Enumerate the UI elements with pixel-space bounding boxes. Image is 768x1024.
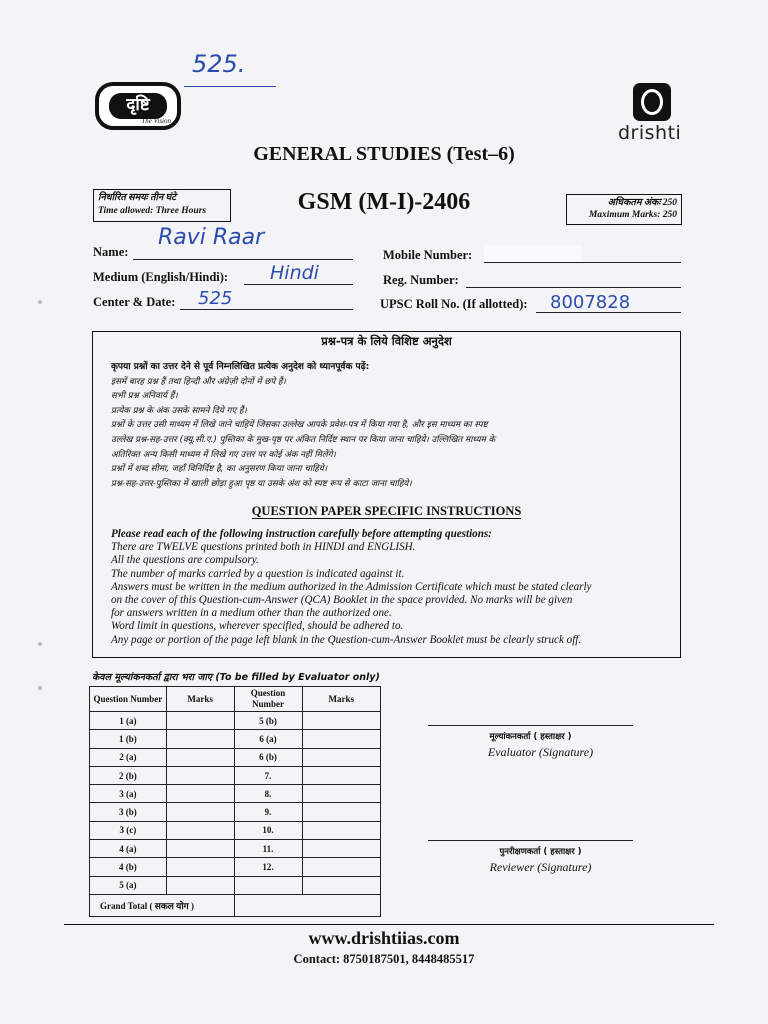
mobile-label: Mobile Number: [383, 248, 473, 262]
punch-hole [38, 300, 42, 304]
website-link[interactable]: www.drishtiias.com [308, 928, 460, 948]
evaluator-only-note: केवल मूल्यांकनकर्ता द्वारा भरा जाए (To be filled by Evaluator only) [92, 672, 380, 683]
marks-input-cell[interactable] [302, 858, 380, 876]
question-number-cell: 3 (a) [90, 785, 167, 803]
instructions-english [111, 528, 677, 647]
instruction-en-line: for answers written in a medium other than the authorized one. [111, 607, 392, 620]
header-marks: Marks [302, 687, 380, 712]
table-row [90, 785, 381, 803]
drishti-hindi-logo [95, 82, 181, 130]
instructions-hindi [111, 360, 671, 491]
instruction-en-line: on the cover of this Question-cum-Answer (QCA) Booklet in the space provided. No marks will be given [111, 594, 573, 607]
marks-input-cell[interactable] [302, 730, 380, 748]
roll-number-value: 8007828 [550, 292, 631, 313]
question-number-cell: 1 (b) [90, 730, 167, 748]
redacted-mobile-area [484, 245, 582, 262]
question-number-cell: 2 (b) [90, 766, 167, 784]
punch-hole [38, 642, 42, 646]
question-number-cell: 10. [234, 821, 302, 839]
handwritten-underline [184, 86, 276, 87]
question-number-cell [234, 876, 302, 894]
mobile-field-line[interactable] [484, 262, 681, 263]
question-number-cell: 12. [234, 858, 302, 876]
grand-total-row [90, 894, 381, 916]
logo-left-tagline: The Vision [141, 117, 171, 125]
punch-hole [38, 686, 42, 690]
marks-table [89, 686, 381, 917]
instruction-hi-line: इसमें बारह प्रश्न हैं तथा हिन्दी और अंग्रेज़ी दोनों में छपे हैं। [111, 376, 286, 387]
table-row [90, 766, 381, 784]
drishti-logo-text: drishti [618, 122, 682, 144]
reviewer-signature-line[interactable] [428, 840, 633, 841]
marks-input-cell[interactable] [166, 803, 234, 821]
instructions-box [92, 331, 681, 658]
marks-input-cell[interactable] [302, 840, 380, 858]
instruction-hi-line: उल्लेख प्रश्न-सह-उत्तर (क्यू.सी.ए.) पुस्तिका के मुख-पृष्ठ पर अंकित निर्दिष्ट स्थान पर किया जाना चाहिये। उल्लिखित माध्यम के [111, 434, 496, 445]
question-number-cell: 8. [234, 785, 302, 803]
marks-input-cell[interactable] [166, 766, 234, 784]
grand-total-label: Grand Total ( सकल योग ) [90, 894, 235, 916]
table-row [90, 803, 381, 821]
medium-field-line[interactable] [244, 284, 353, 285]
instruction-hi-line: प्रश्नों में शब्द सीमा, जहाँ विनिर्दिष्ट है, का अनुसरण किया जाना चाहिये। [111, 464, 328, 475]
marks-input-cell[interactable] [166, 876, 234, 894]
marks-input-cell[interactable] [166, 821, 234, 839]
drishti-d-logo-icon [633, 83, 671, 121]
handwritten-sheet-number: 525. [192, 50, 246, 78]
name-field-line[interactable] [133, 259, 353, 260]
instruction-en-line: All the questions are compulsory. [111, 554, 259, 567]
marks-input-cell[interactable] [166, 785, 234, 803]
question-number-cell: 9. [234, 803, 302, 821]
max-marks-box [566, 194, 682, 225]
question-number-cell: 7. [234, 766, 302, 784]
marks-input-cell[interactable] [166, 858, 234, 876]
instruction-en-line: Word limit in questions, wherever specified, should be adhered to. [111, 620, 404, 633]
instructions-english-heading: QUESTION PAPER SPECIFIC INSTRUCTIONS [251, 504, 522, 518]
question-number-cell: 2 (a) [90, 748, 167, 766]
max-marks-english: Maximum Marks: 250 [588, 210, 677, 220]
table-row [90, 730, 381, 748]
marks-input-cell[interactable] [302, 821, 380, 839]
logo-left-text: दृष्टि [109, 93, 167, 119]
question-number-cell: 4 (b) [90, 858, 167, 876]
instruction-en-line: The number of marks carried by a question is indicated against it. [111, 567, 405, 580]
paper-code: GSM (M-I)-2406 [297, 189, 471, 215]
question-number-cell: 6 (b) [234, 748, 302, 766]
question-number-cell: 1 (a) [90, 712, 167, 730]
medium-value: Hindi [270, 262, 319, 284]
marks-input-cell[interactable] [166, 730, 234, 748]
instruction-hi-line: प्रत्येक प्रश्न के अंक उसके सामने दिये गए हैं। [111, 405, 247, 416]
table-row [90, 840, 381, 858]
instruction-en-line: Answers must be written in the medium authorized in the Admission Certificate which must be stated clearly [111, 580, 592, 593]
center-date-value: 525 [198, 288, 233, 309]
marks-input-cell[interactable] [166, 748, 234, 766]
paper-title: GENERAL STUDIES (Test–6) [253, 143, 515, 165]
name-value: Ravi Raar [158, 225, 265, 250]
table-row [90, 748, 381, 766]
time-allowed-box [93, 189, 231, 222]
marks-input-cell[interactable] [302, 712, 380, 730]
instruction-hi-line: प्रश्न-सह-उत्तर-पुस्तिका में खाली छोड़ा हुआ पृष्ठ या उसके अंश को स्पष्ट रूप से काटा जाना चाहिये। [111, 478, 412, 489]
question-number-cell: 11. [234, 840, 302, 858]
reg-number-field-line[interactable] [466, 287, 681, 288]
question-number-cell: 5 (a) [90, 876, 167, 894]
reviewer-signature-label: Reviewer (Signature) [489, 860, 592, 874]
medium-label: Medium (English/Hindi): [93, 270, 229, 284]
instruction-hi-line: अतिरिक्त अन्य किसी माध्यम में लिखे गए उत्तर पर कोई अंक नहीं मिलेंगे। [111, 449, 336, 460]
header-question-number: Question Number [90, 687, 167, 712]
marks-input-cell[interactable] [302, 876, 380, 894]
table-row [90, 821, 381, 839]
marks-input-cell[interactable] [166, 712, 234, 730]
center-date-field-line[interactable] [180, 309, 353, 310]
table-row [90, 858, 381, 876]
table-row [90, 712, 381, 730]
instructions-hindi-heading: प्रश्न-पत्र के लिये विशिष्ट अनुदेश [321, 334, 452, 348]
contact-numbers: Contact: 8750187501, 8448485517 [293, 952, 475, 966]
question-number-cell: 3 (b) [90, 803, 167, 821]
marks-input-cell[interactable] [302, 785, 380, 803]
center-date-label: Center & Date: [93, 295, 176, 309]
instructions-hindi-lead: कृपया प्रश्नों का उत्तर देने से पूर्व निम्नलिखित प्रत्येक अनुदेश को ध्यानपूर्वक पढ़ें: [111, 362, 370, 372]
instruction-en-line: Any page or portion of the page left blank in the Question-cum-Answer Booklet must be clearly struck off. [111, 633, 582, 646]
roll-number-label: UPSC Roll No. (If allotted): [380, 297, 528, 311]
instruction-hi-line: प्रश्नों के उत्तर उसी माध्यम में लिखे जाने चाहियें जिसका उल्लेख आपके प्रवेश-पत्र में किया गया है, और इस माध्यम का स्पष्ट [111, 420, 488, 431]
table-row [90, 876, 381, 894]
evaluator-signature-label: Evaluator (Signature) [487, 745, 594, 759]
marks-input-cell[interactable] [166, 840, 234, 858]
header-marks: Marks [166, 687, 234, 712]
max-marks-hindi: अधिकतम अंकः 250 [607, 198, 677, 208]
reg-number-label: Reg. Number: [383, 273, 459, 287]
question-number-cell: 6 (a) [234, 730, 302, 748]
header-question-number: Question Number [234, 687, 302, 712]
instructions-english-lead: Please read each of the following instruction carefully before attempting questions: [111, 528, 492, 540]
time-allowed-english: Time allowed: Three Hours [98, 206, 207, 216]
name-label: Name: [93, 245, 129, 259]
instruction-en-line: There are TWELVE questions printed both in HINDI and ENGLISH. [111, 541, 416, 554]
marks-input-cell[interactable] [302, 803, 380, 821]
marks-table-header [90, 687, 381, 712]
footer-divider [64, 924, 714, 925]
marks-input-cell[interactable] [302, 748, 380, 766]
time-allowed-hindi: निर्धारित समयः तीन घंटे [98, 193, 177, 203]
reviewer-signature-hindi: पुनरीक्षणकर्ता ( हस्ताक्षर ) [499, 847, 582, 857]
evaluator-signature-line[interactable] [428, 725, 633, 726]
evaluator-signature-hindi: मूल्यांकनकर्ता ( हस्ताक्षर ) [489, 732, 572, 742]
grand-total-input-cell[interactable] [234, 894, 381, 916]
question-number-cell: 3 (c) [90, 821, 167, 839]
question-number-cell: 5 (b) [234, 712, 302, 730]
marks-input-cell[interactable] [302, 766, 380, 784]
instruction-hi-line: सभी प्रश्न अनिवार्य हैं। [111, 391, 178, 402]
question-number-cell: 4 (a) [90, 840, 167, 858]
